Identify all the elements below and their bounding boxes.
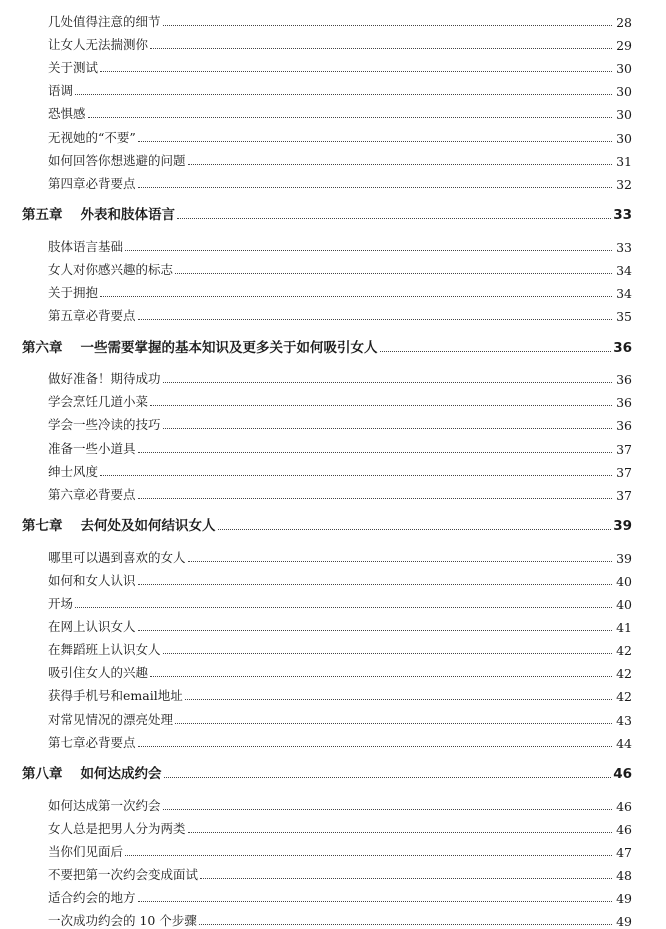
toc-entry-row[interactable] [48, 100, 632, 122]
toc-entry-row[interactable] [48, 302, 632, 324]
dot-leader [163, 25, 612, 26]
entry-title: 当你们见面后 [48, 843, 124, 859]
page-number: 34 [616, 262, 632, 278]
dot-leader [188, 164, 612, 165]
chapter-number: 第七章 [22, 518, 63, 535]
entry-title: 在舞蹈班上认识女人 [48, 642, 161, 658]
chapter-number: 第八章 [22, 766, 63, 783]
page-number: 44 [616, 735, 632, 751]
dot-leader [100, 71, 612, 72]
toc-entry-row[interactable] [48, 861, 632, 883]
page-number: 42 [616, 666, 632, 682]
dot-leader [138, 630, 612, 631]
dot-leader [75, 607, 612, 608]
chapter-title: 外表和肢体语言 [80, 207, 175, 224]
entry-title: 准备一些小道具 [48, 440, 136, 456]
toc-entry-row[interactable] [48, 907, 632, 929]
page-number: 47 [616, 844, 632, 860]
chapter-title: 一些需要掌握的基本知识及更多关于如何吸引女人 [80, 339, 378, 356]
toc-entry-row[interactable] [48, 388, 632, 410]
page-number: 36 [613, 339, 632, 356]
page-number: 34 [616, 286, 632, 301]
page-number: 33 [613, 207, 632, 224]
entry-title: 哪里可以遇到喜欢的女人 [48, 549, 186, 565]
entry-title: 关于测试 [48, 60, 99, 76]
chapter-title: 去何处及如何结识女人 [80, 518, 216, 535]
page-number: 30 [616, 61, 632, 77]
dot-leader [138, 319, 612, 320]
toc-entry-row[interactable] [48, 411, 632, 433]
entry-title: 关于拥抱 [48, 285, 99, 300]
dot-leader [100, 475, 612, 476]
toc-entry-row[interactable] [48, 170, 632, 192]
page-number: 39 [613, 518, 632, 535]
entry-title: 学会一些冷读的技巧 [48, 417, 161, 433]
page-number: 30 [616, 130, 632, 146]
toc-entry-row[interactable] [48, 124, 632, 146]
entry-title: 语调 [48, 83, 74, 99]
dot-leader [150, 676, 612, 677]
dot-leader [218, 529, 612, 530]
chapter-title: 如何达成约会 [80, 766, 162, 783]
chapter-number: 第五章 [22, 207, 63, 224]
page-number: 39 [616, 550, 632, 566]
dot-leader [164, 777, 612, 778]
entry-title: 学会烹饪几道小菜 [48, 394, 149, 410]
toc-entry-row[interactable] [48, 729, 632, 751]
entry-title: 女人对你感兴趣的标志 [48, 261, 174, 277]
dot-leader [150, 48, 612, 49]
page-number: 30 [616, 107, 632, 123]
toc-entry-row[interactable] [48, 279, 632, 301]
dot-leader [125, 855, 612, 856]
entry-title: 如何达成第一次约会 [48, 797, 161, 813]
entry-title: 吸引住女人的兴趣 [48, 665, 149, 681]
dot-leader [100, 296, 612, 297]
toc-entry-row[interactable] [48, 613, 632, 635]
dot-leader [163, 809, 612, 810]
toc-entry-row[interactable] [48, 682, 632, 704]
toc-chapter-row[interactable] [22, 201, 632, 223]
entry-title: 让女人无法揣测你 [48, 37, 149, 53]
toc-entry-row[interactable] [48, 481, 632, 503]
entry-title: 肢体语言基础 [48, 238, 124, 254]
page-number: 28 [616, 15, 632, 30]
toc-entry-row[interactable] [48, 54, 632, 76]
dot-leader [199, 924, 612, 925]
page-number: 35 [616, 309, 632, 325]
dot-leader [138, 141, 612, 142]
page-number: 37 [616, 441, 632, 457]
dot-leader [138, 584, 612, 585]
dot-leader [188, 561, 612, 562]
toc-entry-row[interactable] [48, 256, 632, 278]
toc-entry-row[interactable] [48, 815, 632, 837]
page-number: 48 [616, 868, 632, 883]
entry-title: 恐惧感 [48, 106, 86, 122]
toc-entry-row[interactable] [48, 636, 632, 658]
toc-entry-row[interactable] [48, 147, 632, 169]
page-number: 46 [613, 766, 632, 783]
dot-leader [150, 405, 612, 406]
dot-leader [163, 428, 612, 429]
dot-leader [380, 351, 612, 352]
entry-title: 第六章必背要点 [48, 486, 136, 502]
page-number: 36 [616, 395, 632, 411]
dot-leader [163, 382, 612, 383]
toc-entry-row[interactable] [48, 838, 632, 860]
dot-leader [175, 273, 612, 274]
entry-title: 第七章必背要点 [48, 734, 136, 750]
page-number: 37 [616, 487, 632, 503]
entry-title: 开场 [48, 596, 74, 611]
toc-entry-row[interactable] [48, 365, 632, 387]
dot-leader [75, 94, 612, 95]
toc-chapter-row[interactable] [22, 760, 632, 782]
page-number: 36 [616, 418, 632, 434]
page-number: 30 [616, 84, 632, 100]
page-number: 42 [616, 643, 632, 659]
entry-title: 如何回答你想逃避的问题 [48, 152, 186, 168]
dot-leader [188, 832, 612, 833]
page-number: 49 [616, 914, 632, 929]
toc-entry-row[interactable] [48, 544, 632, 566]
dot-leader [175, 723, 612, 724]
entry-title: 几处值得注意的细节 [48, 14, 161, 29]
dot-leader [163, 653, 612, 654]
entry-title: 获得手机号和email地址 [48, 688, 183, 704]
toc-entry-row[interactable] [48, 884, 632, 906]
toc-entry-row[interactable] [48, 706, 632, 728]
dot-leader [138, 187, 612, 188]
page-number: 42 [616, 689, 632, 705]
entry-title: 女人总是把男人分为两类 [48, 820, 186, 836]
toc-chapter-row[interactable] [22, 512, 632, 534]
dot-leader [138, 498, 612, 499]
page-number: 33 [616, 239, 632, 255]
dot-leader [138, 746, 612, 747]
page-number: 41 [616, 620, 632, 636]
toc-entry-row[interactable] [48, 8, 632, 30]
page-number: 49 [616, 891, 632, 907]
toc-entry-row[interactable] [48, 458, 632, 480]
entry-title: 第五章必背要点 [48, 308, 136, 324]
dot-leader [138, 901, 612, 902]
dot-leader [185, 699, 612, 700]
entry-title: 适合约会的地方 [48, 890, 136, 906]
page-number: 40 [616, 597, 632, 612]
toc-entry-row[interactable] [48, 233, 632, 255]
chapter-number: 第六章 [22, 339, 63, 356]
entry-title: 对常见情况的漂亮处理 [48, 711, 174, 727]
dot-leader [125, 250, 612, 251]
page-number: 43 [616, 712, 632, 728]
page-number: 32 [616, 176, 632, 192]
toc-entry-row[interactable] [48, 792, 632, 814]
entry-title: 无视她的“不要” [48, 129, 136, 145]
entry-title: 如何和女人认识 [48, 572, 136, 588]
page-number: 40 [616, 573, 632, 589]
entry-title: 一次成功约会的 10 个步骤 [48, 913, 197, 929]
toc-entry-row[interactable] [48, 31, 632, 53]
toc-entry-row[interactable] [48, 567, 632, 589]
page-number: 36 [616, 372, 632, 388]
dot-leader [88, 117, 612, 118]
dot-leader [200, 878, 612, 879]
dot-leader [177, 218, 611, 219]
entry-title: 不要把第一次约会变成面试 [48, 867, 199, 882]
entry-title: 绅士风度 [48, 463, 99, 479]
toc-entry-row[interactable] [48, 77, 632, 99]
entry-title: 在网上认识女人 [48, 619, 136, 635]
entry-title: 第四章必背要点 [48, 175, 136, 191]
toc-entry-row[interactable] [48, 590, 632, 612]
toc-entry-row[interactable] [48, 435, 632, 457]
dot-leader [138, 452, 612, 453]
entry-title: 做好准备！期待成功 [48, 371, 161, 387]
page-number: 46 [616, 821, 632, 837]
page-number: 46 [616, 798, 632, 814]
page-number: 37 [616, 464, 632, 480]
toc-entry-row[interactable] [48, 659, 632, 681]
toc-chapter-row[interactable] [22, 334, 632, 356]
page-number: 29 [616, 38, 632, 54]
page-number: 31 [616, 153, 632, 169]
